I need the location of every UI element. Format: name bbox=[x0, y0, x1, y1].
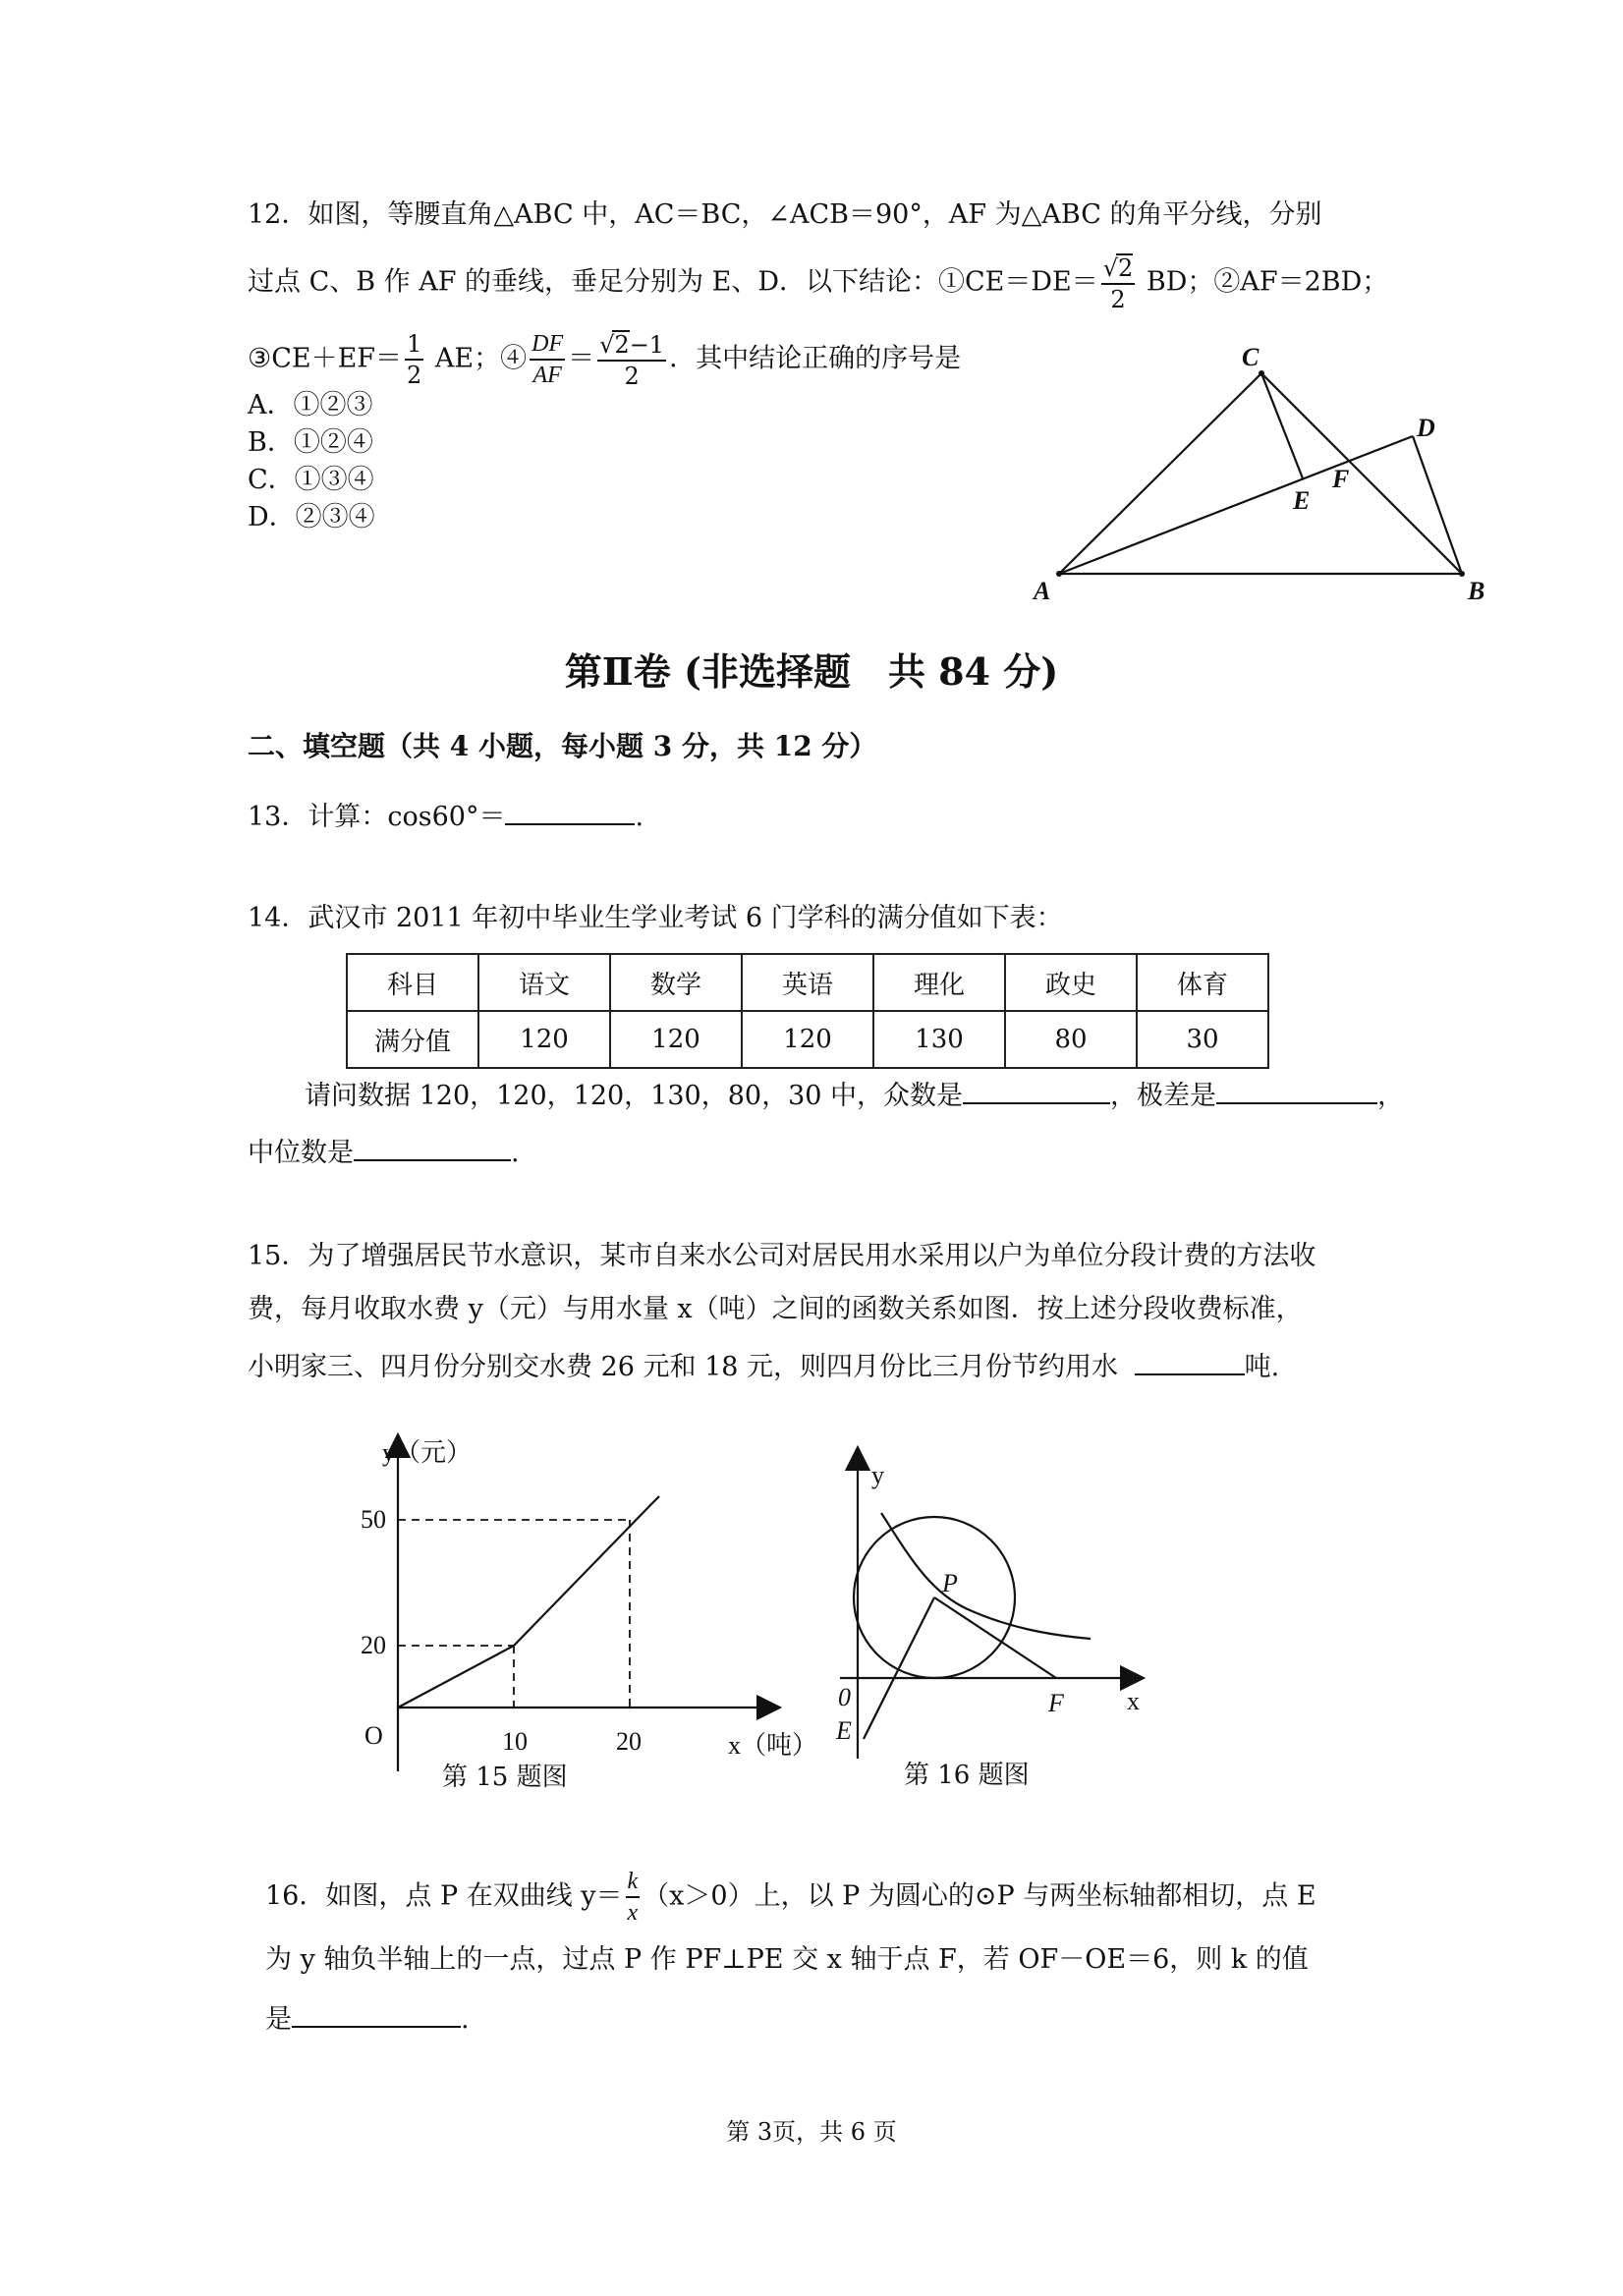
x-tick-20: 20 bbox=[616, 1727, 642, 1756]
label-d: D bbox=[1417, 414, 1435, 442]
q12-line2-b: BD；②AF＝2BD； bbox=[1138, 266, 1389, 298]
fig15-water-fee-graph bbox=[349, 1429, 818, 1783]
x-tick-10: 10 bbox=[502, 1727, 528, 1756]
q16-line1 bbox=[265, 1869, 1316, 1926]
q12-line3 bbox=[248, 330, 961, 389]
q12-df-over-af: $\frac{DF}{AF}$ bbox=[532, 331, 564, 388]
fig16-caption: 第 16 题图 bbox=[904, 1761, 1030, 1790]
q16-line1-a: 16．如图，点 P 在双曲线 y＝ bbox=[265, 1880, 623, 1912]
fig16-p-label: P bbox=[942, 1569, 958, 1597]
q16-answer-blank[interactable] bbox=[292, 2000, 461, 2028]
y-tick-50: 50 bbox=[361, 1505, 386, 1534]
q14-ask-b: ，极差是 bbox=[1110, 1081, 1217, 1111]
q16-line2: 为 y 轴负半轴上的一点，过点 P 作 PF⊥PE 交 x 轴于点 F，若 OF－OE＝6，则 k 的值 bbox=[265, 1944, 1309, 1975]
label-c: C bbox=[1242, 343, 1259, 371]
table-cell: 语文 bbox=[478, 954, 610, 1011]
q16-line3 bbox=[265, 2000, 470, 2037]
q12-half: $\frac{1}{2}$ bbox=[407, 330, 422, 389]
q15-line3-b: 吨. bbox=[1244, 1352, 1280, 1382]
q12-triangle-figure bbox=[1022, 344, 1503, 609]
q13-answer-blank[interactable] bbox=[505, 798, 635, 825]
fig16-y-label: y bbox=[871, 1461, 884, 1489]
table-cell: 120 bbox=[478, 1011, 610, 1068]
q16-end: . bbox=[461, 2004, 470, 2035]
fig16-x-label: x bbox=[1127, 1687, 1140, 1715]
q12-option-c: C．①③④ bbox=[248, 465, 374, 495]
q15-line3-a: 小明家三、四月份分别交水费 26 元和 18 元，则四月份比三月份节约用水 bbox=[248, 1352, 1119, 1382]
section-subtitle: 二、填空题（共 4 小题，每小题 3 分，共 12 分） bbox=[248, 730, 877, 762]
q13-text: 13．计算：cos60°＝ bbox=[248, 802, 506, 832]
label-a: A bbox=[1034, 577, 1051, 605]
q14-ask-c: ， bbox=[1377, 1081, 1405, 1111]
q16-line3-text: 是 bbox=[265, 2004, 292, 2035]
q14-ask-line2 bbox=[248, 1134, 520, 1170]
table-row bbox=[347, 1011, 1268, 1068]
q14-ask bbox=[305, 1077, 1404, 1113]
y-tick-20: 20 bbox=[361, 1631, 386, 1659]
q12-sqrt2-minus-1-over-2: $\frac{√2-1}{2}$ bbox=[599, 331, 665, 390]
q14-mode-blank[interactable] bbox=[963, 1077, 1110, 1104]
q12-sqrt2-over-2: $\frac{√2}{2}$ bbox=[1102, 254, 1134, 313]
table-cell: 30 bbox=[1137, 1011, 1268, 1068]
label-f: F bbox=[1332, 465, 1350, 493]
fig15-caption: 第 15 题图 bbox=[442, 1763, 568, 1792]
fee-line bbox=[398, 1496, 659, 1708]
q12-option-b: B．①②④ bbox=[248, 427, 373, 458]
table-cell: 政史 bbox=[1005, 954, 1137, 1011]
q12-option-a: A．①②③ bbox=[248, 390, 373, 420]
q14-ask-d: 中位数是 bbox=[248, 1138, 354, 1168]
hyperbola bbox=[881, 1513, 1091, 1639]
table-cell: 130 bbox=[873, 1011, 1005, 1068]
q14-median-blank[interactable] bbox=[354, 1134, 511, 1161]
table-cell: 英语 bbox=[742, 954, 873, 1011]
table-cell: 数学 bbox=[610, 954, 742, 1011]
q14-intro: 14．武汉市 2011 年初中毕业生学业考试 6 门学科的满分值如下表： bbox=[248, 903, 1063, 933]
q14-score-table bbox=[346, 953, 1269, 1069]
q14-range-blank[interactable] bbox=[1216, 1077, 1377, 1104]
table-cell: 满分值 bbox=[347, 1011, 478, 1068]
segment-cb bbox=[1261, 373, 1462, 574]
q12-line2 bbox=[248, 253, 1388, 312]
q12-line3-c: ＝ bbox=[568, 343, 595, 374]
q15-answer-blank[interactable] bbox=[1135, 1348, 1245, 1375]
label-e: E bbox=[1293, 486, 1311, 515]
section-title: 第Ⅱ卷 (非选择题 共 84 分) bbox=[564, 649, 1059, 694]
segment-ce bbox=[1261, 373, 1303, 478]
table-cell: 科目 bbox=[347, 954, 478, 1011]
q15-line3 bbox=[248, 1348, 1279, 1384]
q16-line1-b: （x＞0）上，以 P 为圆心的⊙P 与两坐标轴都相切，点 E bbox=[643, 1880, 1316, 1912]
table-cell: 120 bbox=[610, 1011, 742, 1068]
segment-ad bbox=[1059, 436, 1413, 574]
segment-pf bbox=[934, 1597, 1056, 1678]
fig16-circle-hyperbola-graph bbox=[820, 1444, 1154, 1768]
q14-ask-e: . bbox=[511, 1138, 520, 1168]
q12-line3-d: ．其中结论正确的序号是 bbox=[669, 343, 962, 374]
q15-line2: 费，每月收取水费 y（元）与用水量 x（吨）之间的函数关系如图．按上述分段收费标准， bbox=[248, 1294, 1303, 1324]
fig16-e-label: E bbox=[836, 1716, 852, 1745]
q12-line3-b: AE；④ bbox=[426, 343, 528, 374]
segment-pe bbox=[864, 1597, 934, 1739]
label-b: B bbox=[1468, 577, 1485, 605]
y-label: y（元） bbox=[382, 1438, 473, 1467]
fig16-origin: 0 bbox=[838, 1683, 851, 1711]
q12-line1: 12．如图，等腰直角△ABC 中，AC＝BC，∠ACB＝90°，AF 为△ABC 的角平分线，分别 bbox=[248, 199, 1322, 230]
q13 bbox=[248, 798, 644, 834]
q12-line2-a: 过点 C、B 作 AF 的垂线，垂足分别为 E、D．以下结论：①CE＝DE＝ bbox=[248, 266, 1098, 298]
q14-ask-a: 请问数据 120，120，120，130，80，30 中，众数是 bbox=[305, 1081, 964, 1111]
table-cell: 体育 bbox=[1137, 954, 1268, 1011]
q13-end: . bbox=[635, 802, 644, 832]
table-cell: 120 bbox=[742, 1011, 873, 1068]
q16-k-over-x: $\frac{k}{x}$ bbox=[627, 1869, 639, 1926]
fig16-f-label: F bbox=[1048, 1689, 1064, 1717]
table-cell: 80 bbox=[1005, 1011, 1137, 1068]
table-cell: 理化 bbox=[873, 954, 1005, 1011]
origin-label: O bbox=[364, 1721, 383, 1750]
x-label: x（吨） bbox=[728, 1731, 818, 1760]
q12-line3-a: ③CE＋EF＝ bbox=[248, 343, 403, 374]
segment-ac bbox=[1059, 373, 1261, 574]
table-row bbox=[347, 954, 1268, 1011]
page-footer: 第 3页，共 6 页 bbox=[726, 2118, 897, 2146]
segment-db bbox=[1413, 436, 1462, 574]
q15-line1: 15．为了增强居民节水意识，某市自来水公司对居民用水采用以户为单位分段计费的方法收 bbox=[248, 1241, 1316, 1271]
q12-option-d: D．②③④ bbox=[248, 502, 375, 532]
